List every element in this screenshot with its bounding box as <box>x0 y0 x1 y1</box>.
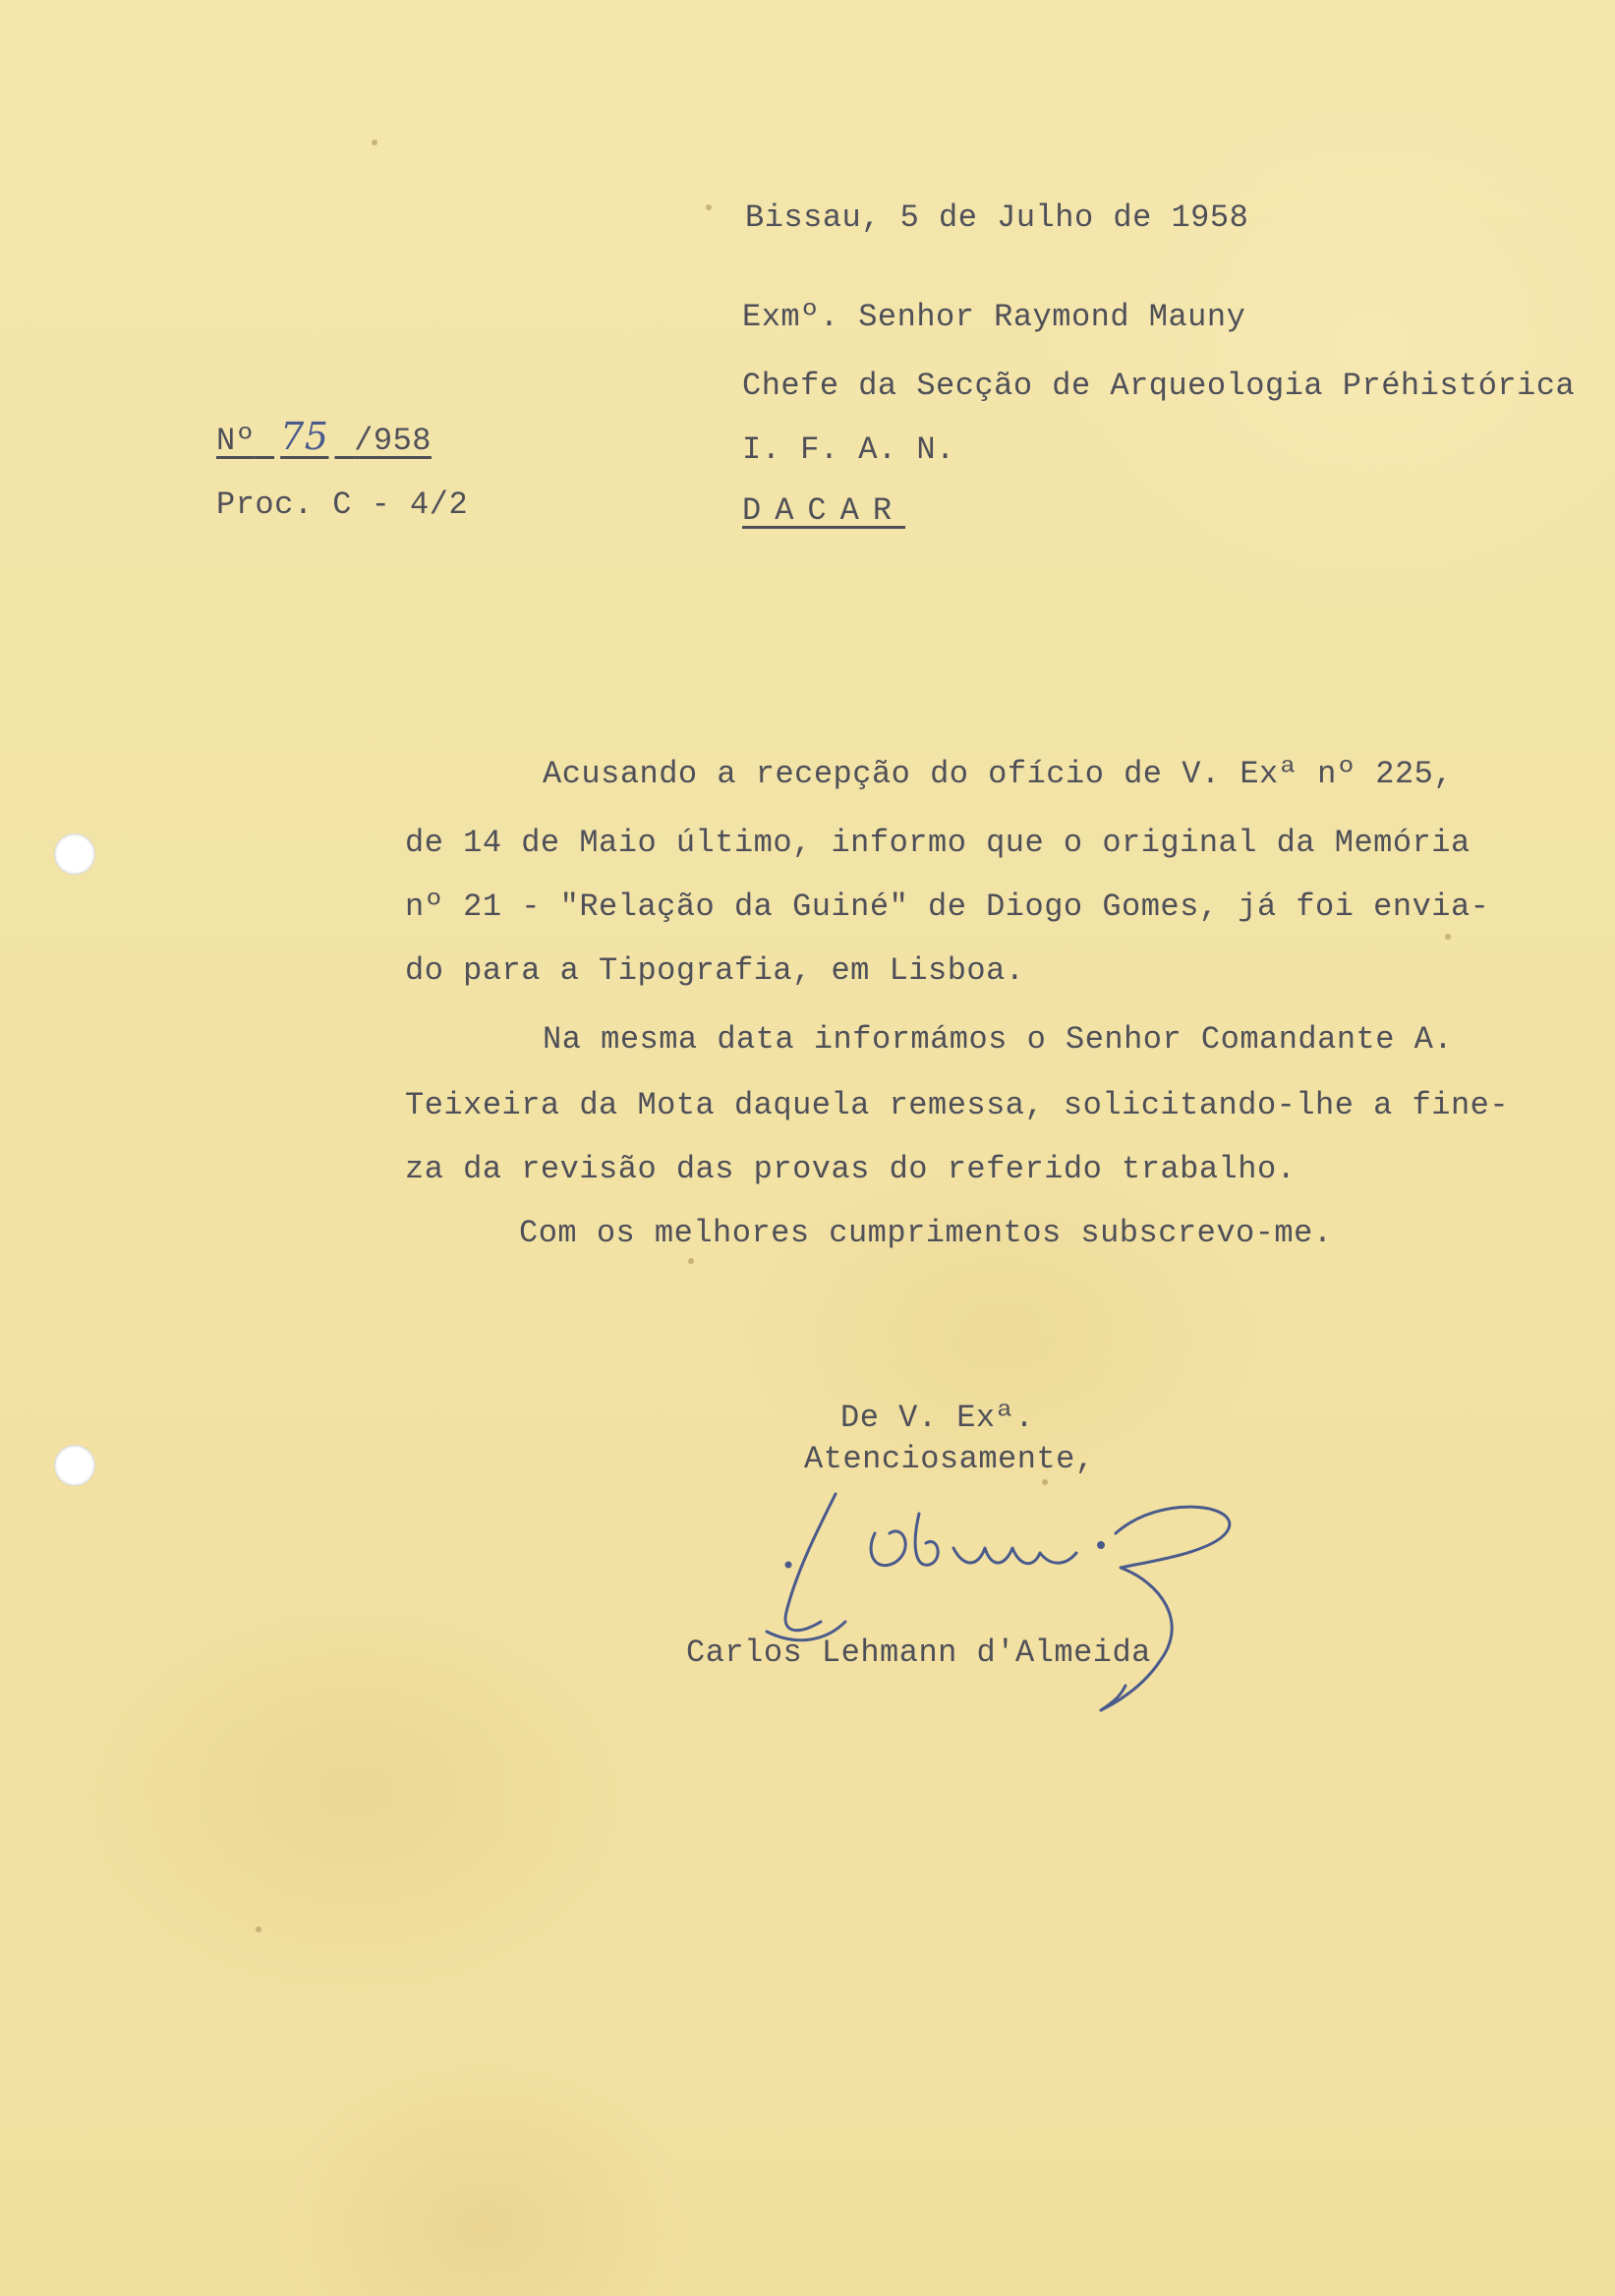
reference-prefix: Nº <box>216 423 256 459</box>
body-line-4: do para a Tipografia, em Lisboa. <box>405 952 1025 989</box>
process-number: Proc. C - 4/2 <box>216 487 469 523</box>
paper-speck <box>256 1926 261 1932</box>
recipient-institution: I. F. A. N. <box>742 431 955 468</box>
body-line-7: za da revisão das provas do referido trabalho. <box>405 1151 1297 1187</box>
body-line-5: Na mesma data informámos o Senhor Comandante A. <box>543 1021 1454 1058</box>
recipient-title: Chefe da Secção de Arqueologia Préhistórica <box>742 368 1576 404</box>
closing-regards: Atenciosamente, <box>804 1441 1095 1477</box>
paper-speck <box>688 1258 694 1264</box>
body-line-6: Teixeira da Mota daquela remessa, solicitando-lhe a fine- <box>405 1087 1510 1123</box>
body-line-1: Acusando a recepção do ofício de V. Exª nº 225, <box>543 756 1454 792</box>
signature-name: Carlos Lehmann d'Almeida <box>686 1635 1151 1671</box>
handwritten-signature <box>727 1474 1258 1740</box>
place-date: Bissau, 5 de Julho de 1958 <box>745 200 1249 236</box>
punch-hole-bottom <box>54 1445 95 1486</box>
recipient-city: DACAR <box>742 492 906 529</box>
body-line-8: Com os melhores cumprimentos subscrevo-me. <box>519 1215 1333 1251</box>
recipient-salutation: Exmº. Senhor Raymond Mauny <box>742 299 1246 335</box>
body-line-2: de 14 de Maio último, informo que o original da Memória <box>405 825 1471 861</box>
paper-speck <box>372 140 377 145</box>
reference-handwritten: 75 <box>280 415 329 458</box>
punch-hole-top <box>54 833 95 875</box>
reference-year: /958 <box>354 423 432 459</box>
body-line-3: nº 21 - "Relação da Guiné" de Diogo Gomes, já foi envia- <box>405 889 1490 925</box>
paper-speck <box>706 204 712 210</box>
closing-courtesy: De V. Exª. <box>840 1400 1035 1436</box>
paper-speck <box>1445 934 1451 940</box>
reference-number <box>216 417 432 461</box>
